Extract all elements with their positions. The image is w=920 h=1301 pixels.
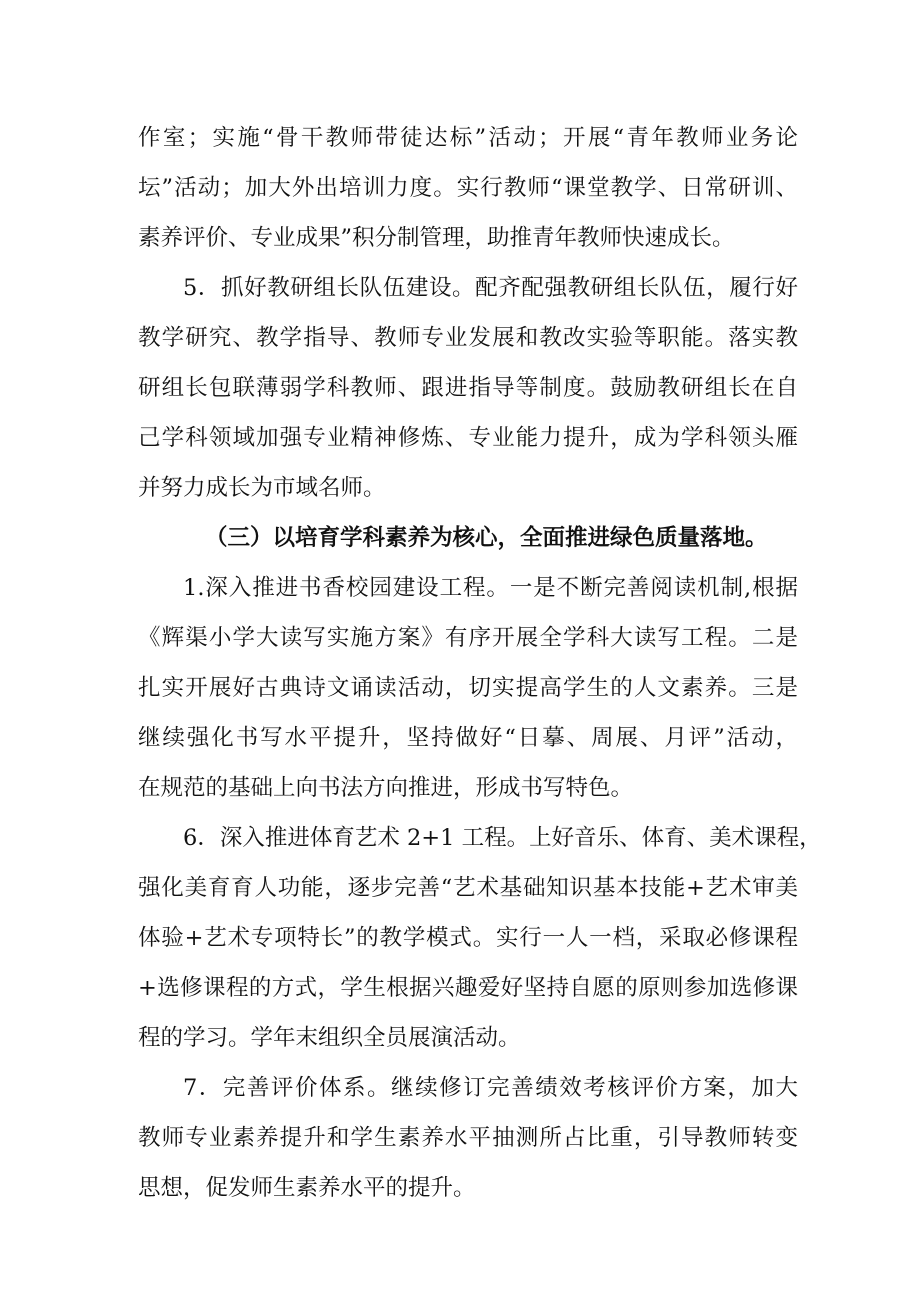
paragraph-line: 继续强化书写水平提升，坚持做好“日摹、周展、月评”活动， xyxy=(138,725,798,751)
section-heading: （三）以培育学科素养为核心，全面推进绿色质量落地。 xyxy=(205,525,768,551)
paragraph-line: 思想，促发师生素养水平的提升。 xyxy=(138,1175,476,1201)
paragraph-line: 并努力成长为市域名师。 xyxy=(138,475,386,501)
paragraph-line: 6．深入推进体育艺术 2+1 工程。上好音乐、体育、美术课程， xyxy=(183,825,822,851)
paragraph-line: 7．完善评价体系。继续修订完善绩效考核评价方案，加大 xyxy=(183,1075,798,1101)
paragraph-line: 5．抓好教研组长队伍建设。配齐配强教研组长队伍，履行好 xyxy=(183,275,798,301)
paragraph-line: 己学科领域加强专业精神修炼、专业能力提升，成为学科领头雁 xyxy=(138,425,798,451)
paragraph-line: 研组长包联薄弱学科教师、跟进指导等制度。鼓励教研组长在自 xyxy=(138,375,798,401)
paragraph-line: 在规范的基础上向书法方向推进，形成书写特色。 xyxy=(138,775,634,801)
paragraph-line: 《辉渠小学大读写实施方案》有序开展全学科大读写工程。二是 xyxy=(138,625,798,651)
paragraph-line: 素养评价、专业成果”积分制管理，助推青年教师快速成长。 xyxy=(138,225,735,251)
paragraph-line: 坛”活动；加大外出培训力度。实行教师“课堂教学、日常研训、 xyxy=(138,175,798,201)
paragraph-line: +选修课程的方式，学生根据兴趣爱好坚持自愿的原则参加选修课 xyxy=(138,975,798,1001)
paragraph-line: 程的学习。学年末组织全员展演活动。 xyxy=(138,1025,521,1051)
paragraph-line: 教学研究、教学指导、教师专业发展和教改实验等职能。落实教 xyxy=(138,325,798,351)
paragraph-line: 体验+艺术专项特长”的教学模式。实行一人一档，采取必修课程 xyxy=(138,925,798,951)
paragraph-line: 强化美育育人功能，逐步完善“艺术基础知识基本技能+艺术审美 xyxy=(138,875,798,901)
paragraph-line: 扎实开展好古典诗文诵读活动，切实提高学生的人文素养。三是 xyxy=(138,675,798,701)
paragraph-line: 教师专业素养提升和学生素养水平抽测所占比重，引导教师转变 xyxy=(138,1125,798,1151)
paragraph-line: 1.深入推进书香校园建设工程。一是不断完善阅读机制,根据 xyxy=(183,575,798,601)
paragraph-line: 作室；实施“骨干教师带徒达标”活动；开展“青年教师业务论 xyxy=(138,125,798,151)
